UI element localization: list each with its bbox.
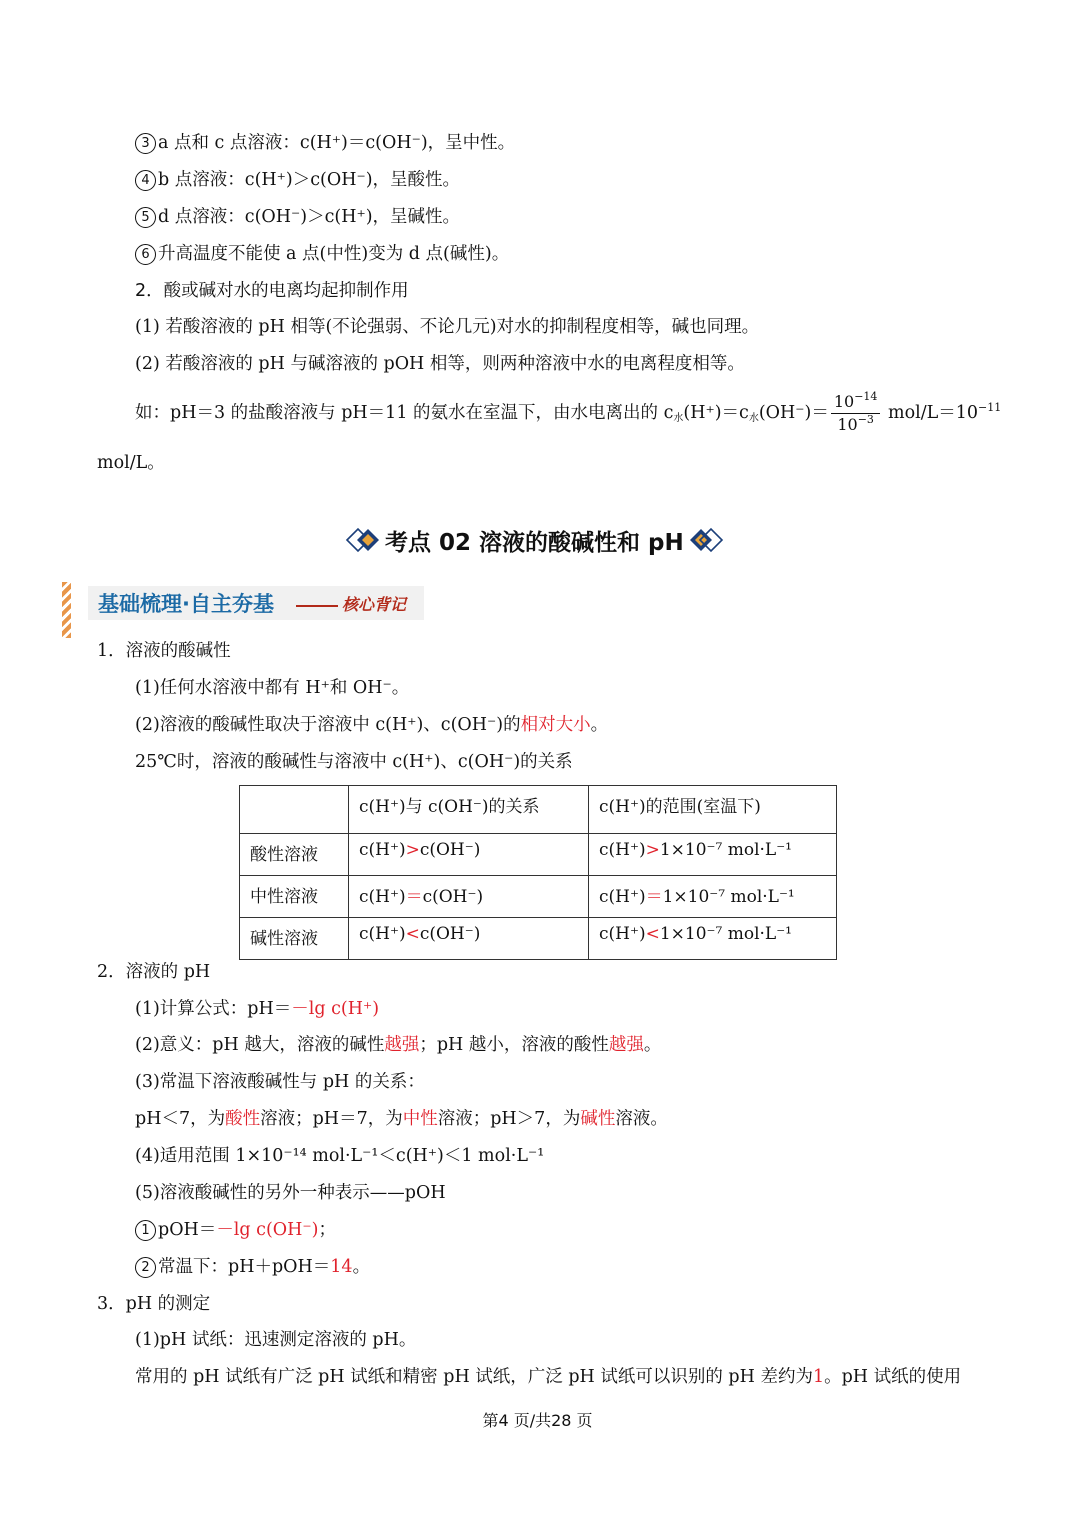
table-cell-relation: c(H⁺)<c(OH⁻)	[349, 918, 589, 960]
s2-circle-2: 2 常温下：pH＋pOH＝14。	[135, 1255, 370, 1279]
circled-number: 1	[135, 1220, 156, 1241]
circled-number: 3	[135, 133, 156, 154]
table-cell-name: 碱性溶液	[240, 918, 349, 960]
section-title-text: 考点 02 溶液的酸碱性和 pH	[385, 529, 684, 556]
diamond-right-icon	[688, 527, 724, 553]
s2-heading: 2．溶液的 pH	[97, 962, 211, 982]
s1-p2: (2)溶液的酸碱性取决于溶液中 c(H⁺)、c(OH⁻)的相对大小。	[135, 715, 609, 735]
page-footer: 第4 页/共28 页	[482, 1411, 593, 1430]
table-cell-relation: c(H⁺)＝c(OH⁻)	[349, 876, 589, 918]
paragraph-1: (1) 若酸溶液的 pH 相等(不论强弱、不论几元)对水的抑制程度相等，碱也同理。	[135, 317, 760, 337]
list-item-3	[135, 131, 515, 155]
banner-dash	[296, 605, 338, 607]
s2-p1: (1)计算公式：pH＝－lg c(H⁺)	[135, 999, 380, 1019]
s2-p5: (4)适用范围 1×10⁻¹⁴ mol·L⁻¹＜c(H⁺)＜1 mol·L⁻¹	[135, 1146, 545, 1166]
banner-stripe	[62, 582, 71, 638]
s1-heading: 1．溶液的酸碱性	[97, 641, 231, 661]
water-subscript-2: 水	[748, 413, 759, 424]
s2-p3: (3)常温下溶液酸碱性与 pH 的关系：	[135, 1072, 425, 1092]
fraction	[831, 391, 881, 436]
example-exponent: −11	[978, 401, 1002, 414]
table-header-cell: c(H⁺)的范围(室温下)	[589, 786, 837, 834]
list-item-4	[135, 168, 460, 192]
section-banner	[62, 582, 424, 638]
fraction-denominator: $10^{-3}$	[837, 413, 874, 434]
circled-number: 2	[135, 1257, 156, 1278]
s2-p6: (5)溶液酸碱性的另外一种表示——pOH	[135, 1183, 446, 1203]
s3-p1: (1)pH 试纸：迅速测定溶液的 pH。	[135, 1330, 417, 1350]
example-pre: 如：pH＝3 的盐酸溶液与 pH＝11 的氨水在室温下，由水电离出的 c	[135, 403, 674, 423]
table-cell-name: 中性溶液	[240, 876, 349, 918]
paragraph-2: (2) 若酸溶液的 pH 与碱溶液的 pOH 相等，则两种溶液中水的电离程度相等。	[135, 354, 745, 374]
table-row	[240, 918, 837, 960]
s2-p2: (2)意义：pH 越大，溶液的碱性越强；pH 越小，溶液的酸性越强。	[135, 1035, 662, 1055]
s3-p2: 常用的 pH 试纸有广泛 pH 试纸和精密 pH 试纸，广泛 pH 试纸可以识别的 pH 差约为1。pH 试纸的使用	[135, 1367, 962, 1387]
s2-circle-1: 1 pOH＝－lg c(OH⁻)；	[135, 1218, 336, 1242]
example-post: mol/L＝10	[882, 403, 979, 423]
diamond-left-icon	[345, 527, 381, 553]
list-item-6	[135, 242, 509, 266]
table-header-row	[240, 786, 837, 834]
s1-p3: 25℃时，溶液的酸碱性与溶液中 c(H⁺)、c(OH⁻)的关系	[135, 752, 573, 772]
item-text: b 点溶液：c(H⁺)＞c(OH⁻)，呈酸性。	[158, 170, 461, 190]
circled-number: 6	[135, 244, 156, 265]
table-cell-range: c(H⁺)＝1×10⁻⁷ mol·L⁻¹	[589, 876, 837, 918]
table-row	[240, 834, 837, 876]
s3-heading: 3．pH 的测定	[97, 1294, 211, 1314]
banner-title: 基础梳理·自主夯基	[98, 592, 274, 616]
s2-p4: pH＜7，为酸性溶液；pH＝7，为中性溶液；pH＞7，为碱性溶液。	[135, 1109, 668, 1129]
table-cell-name: 酸性溶液	[240, 834, 349, 876]
circled-number: 5	[135, 207, 156, 228]
item-text: a 点和 c 点溶液：c(H⁺)＝c(OH⁻)，呈中性。	[158, 133, 516, 153]
table-cell-range: c(H⁺)>1×10⁻⁷ mol·L⁻¹	[589, 834, 837, 876]
item-text: 升高温度不能使 a 点(中性)变为 d 点(碱性)。	[158, 244, 510, 264]
table-header-cell: c(H⁺)与 c(OH⁻)的关系	[349, 786, 589, 834]
table-row	[240, 876, 837, 918]
example-line	[135, 390, 1001, 436]
list-item-5	[135, 205, 460, 229]
table-cell-relation: c(H⁺)>c(OH⁻)	[349, 834, 589, 876]
s1-p1: (1)任何水溶液中都有 H⁺和 OH⁻。	[135, 678, 410, 698]
acidity-table	[239, 785, 837, 960]
section-title	[345, 520, 724, 560]
circled-number: 4	[135, 170, 156, 191]
example-mid2: (OH⁻)＝	[758, 403, 829, 423]
example-end: mol/L。	[97, 453, 165, 473]
banner-subtitle: 核心背记	[342, 595, 407, 614]
highlight-text: －lg c(H⁺)	[291, 999, 380, 1019]
highlight-text: 相对大小	[520, 715, 591, 735]
fraction-numerator: $10^{-14}$	[831, 391, 881, 414]
table-cell-range: c(H⁺)<1×10⁻⁷ mol·L⁻¹	[589, 918, 837, 960]
item-text: d 点溶液：c(OH⁻)＞c(H⁺)，呈碱性。	[158, 207, 461, 227]
water-subscript: 水	[673, 413, 684, 424]
example-mid1: (H⁺)＝c	[683, 403, 749, 423]
table-header-cell	[240, 786, 349, 834]
subheading-2: 2．酸或碱对水的电离均起抑制作用	[135, 281, 409, 301]
